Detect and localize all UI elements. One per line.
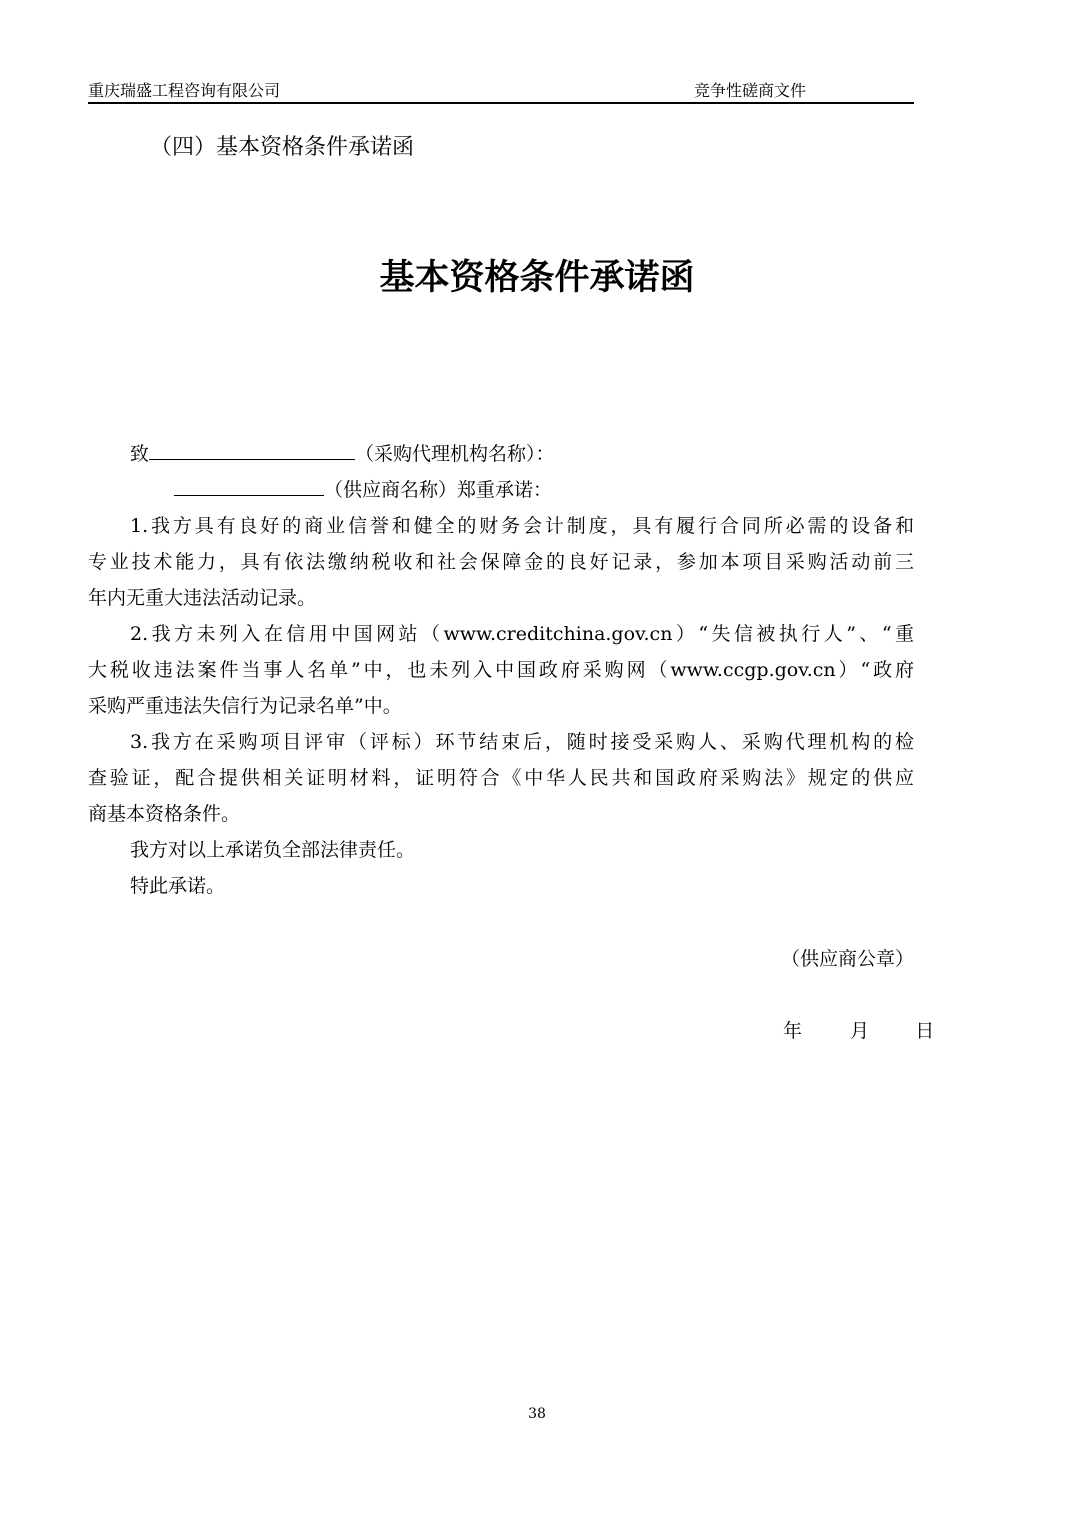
date-day: 日: [915, 1020, 935, 1042]
date-line: [783, 1016, 934, 1043]
commitment-line: 大税收违法案件当事人名单”中，也未列入中国政府采购网（www.ccgp.gov.cn）“政府: [88, 659, 914, 681]
commitment-line: 专业技术能力，具有依法缴纳税收和社会保障金的良好记录，参加本项目采购活动前三: [88, 551, 914, 573]
commitment-item-3: [88, 724, 914, 832]
commitment-line: 3.我方在采购项目评审（评标）环节结束后，随时接受采购人、采购代理机构的检: [130, 731, 914, 753]
commitment-line: 1.我方具有良好的商业信誉和健全的财务会计制度，具有履行合同所必需的设备和: [130, 515, 914, 537]
supplier-line: [88, 472, 914, 508]
header-doc-type: 竞争性磋商文件: [694, 81, 807, 100]
commitment-line: 商基本资格条件。: [88, 803, 241, 825]
date-year: 年: [783, 1020, 803, 1042]
section-heading: （四）基本资格条件承诺函: [150, 135, 415, 160]
supplier-seal-label: （供应商公章）: [780, 948, 914, 970]
commitment-item-2: [88, 616, 914, 724]
document-title: 基本资格条件承诺函: [379, 257, 695, 298]
page-header: [88, 76, 914, 104]
date-month: 月: [850, 1020, 870, 1042]
supplier-name-blank: [174, 473, 324, 496]
addressee-suffix: （采购代理机构名称）：: [355, 443, 555, 465]
responsibility-statement: 我方对以上承诺负全部法律责任。: [130, 839, 416, 861]
closing-statement: 特此承诺。: [130, 875, 226, 897]
commitment-line: 2.我方未列入在信用中国网站（www.creditchina.gov.cn）“失信被执行人”、“重: [130, 623, 914, 645]
addressee-prefix: 致: [130, 443, 150, 465]
letter-body: [88, 436, 914, 904]
commitment-item-1: [88, 508, 914, 616]
addressee-line: [88, 436, 914, 472]
supplier-line-suffix: （供应商名称）郑重承诺：: [324, 479, 553, 501]
page-number: 38: [528, 1406, 546, 1422]
agency-name-blank: [149, 437, 355, 460]
commitment-line: 年内无重大违法活动记录。: [88, 587, 317, 609]
commitment-line: 采购严重违法失信行为记录名单”中。: [88, 695, 402, 717]
header-company: 重庆瑞盛工程咨询有限公司: [88, 81, 281, 100]
commitment-line: 查验证，配合提供相关证明材料，证明符合《中华人民共和国政府采购法》规定的供应: [88, 767, 914, 789]
